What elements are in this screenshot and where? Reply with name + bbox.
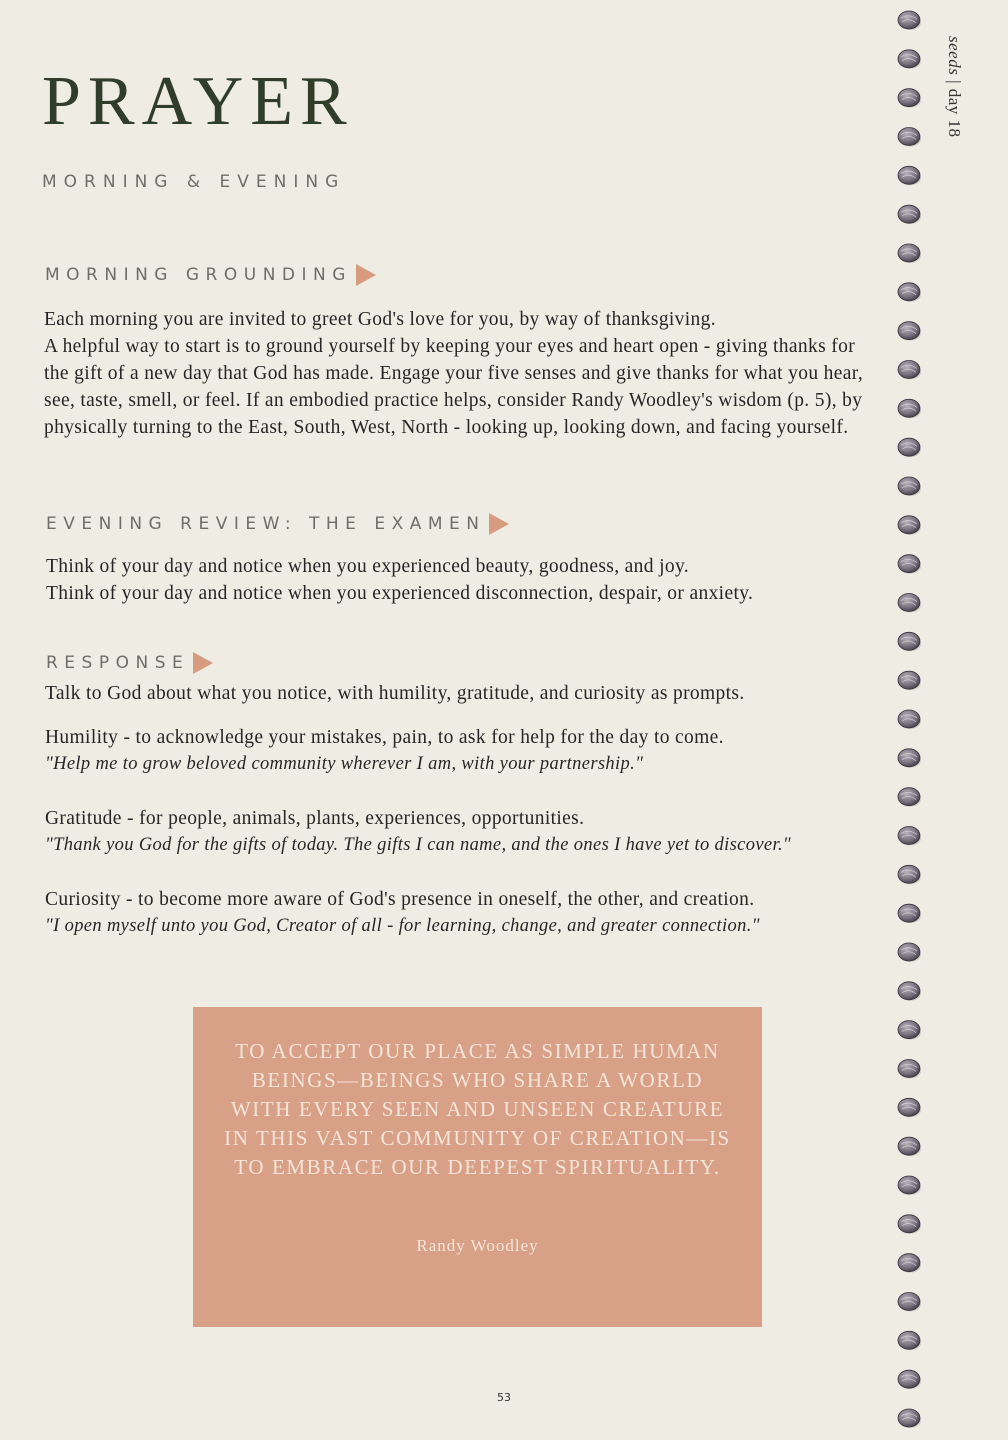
curiosity-text: Curiosity - to become more aware of God's presence in oneself, the other, and creation. xyxy=(45,889,755,910)
response-intro: Talk to God about what you notice, with humility, gratitude, and curiosity as prompts. xyxy=(45,683,745,704)
response-heading xyxy=(46,652,213,674)
humility-block xyxy=(45,724,885,778)
seed-icon xyxy=(898,1176,921,1195)
evening-paragraph-1: Think of your day and notice when you experienced beauty, goodness, and joy. xyxy=(46,556,690,577)
side-label-separator: | xyxy=(945,75,964,89)
morning-paragraph-1: Each morning you are invited to greet God's love for you, by way of thanksgiving. xyxy=(44,309,716,330)
triangle-arrow-icon xyxy=(356,264,376,286)
quote-box xyxy=(193,1007,762,1327)
morning-body xyxy=(44,306,884,441)
seed-icon xyxy=(898,477,921,496)
evening-heading-text: EVENING REVIEW: THE EXAMEN xyxy=(46,514,486,534)
gratitude-block xyxy=(45,805,885,859)
side-label-day: day 18 xyxy=(945,88,964,138)
seed-icon xyxy=(898,1098,921,1117)
side-label xyxy=(944,36,964,138)
seed-icon xyxy=(898,205,921,224)
quote-author: Randy Woodley xyxy=(416,1236,539,1255)
seed-icon xyxy=(898,1370,921,1389)
evening-paragraph-2: Think of your day and notice when you experienced disconnection, despair, or anxiety. xyxy=(46,583,754,604)
triangle-arrow-icon xyxy=(193,652,213,674)
seed-icon xyxy=(898,283,921,302)
seed-icon xyxy=(898,904,921,923)
seed-icon xyxy=(898,244,921,263)
seed-icon xyxy=(898,1331,921,1350)
seed-icon xyxy=(898,1060,921,1079)
morning-heading-text: MORNING GROUNDING xyxy=(45,265,352,285)
quote-text: TO ACCEPT OUR PLACE AS SIMPLE HUMAN BEINGS—BEINGS WHO SHARE A WORLD WITH EVERY SEEN AND UNSEEN CREATURE IN THIS VAST COMMUNITY OF CREATION—IS TO EMBRACE OUR DEEPEST SPIRITUALITY. xyxy=(224,1039,731,1179)
seed-icon xyxy=(898,516,921,535)
seed-icon xyxy=(898,1254,921,1273)
seed-icon xyxy=(898,128,921,147)
seed-icon xyxy=(898,943,921,962)
seed-icon xyxy=(898,982,921,1001)
seed-icon xyxy=(898,1409,921,1428)
seed-icon xyxy=(898,89,921,108)
seed-icon xyxy=(898,438,921,457)
seed-icon xyxy=(898,399,921,418)
evening-heading xyxy=(46,513,509,535)
seed-icon xyxy=(898,788,921,807)
side-label-series: seeds xyxy=(945,36,964,76)
seed-icon xyxy=(898,1021,921,1040)
seed-icon xyxy=(898,749,921,768)
seed-icon xyxy=(898,361,921,380)
page-subtitle: MORNING & EVENING xyxy=(42,172,346,192)
gratitude-text: Gratitude - for people, animals, plants, experiences, opportunities. xyxy=(45,808,585,829)
seed-icon xyxy=(898,710,921,729)
seed-icon xyxy=(898,1293,921,1312)
response-heading-text: RESPONSE xyxy=(46,653,190,673)
seed-icon xyxy=(898,632,921,651)
seed-border xyxy=(894,0,926,1440)
morning-paragraph-2: A helpful way to start is to ground yourself by keeping your eyes and heart open - giving thanks for the gift of a new day that God has made. Engage your five senses and give thanks for what you hear, see, taste, smell, or feel. If an embodied practice helps, consider Randy Woodley's wisdom (p. 5), by physically turning to the East, South, West, North - looking up, looking down, and facing yourself. xyxy=(44,336,864,438)
page-title: PRAYER xyxy=(42,63,354,140)
triangle-arrow-icon xyxy=(489,513,509,535)
seed-icon xyxy=(898,166,921,185)
seed-icon xyxy=(898,1215,921,1234)
humility-text: Humility - to acknowledge your mistakes, pain, to ask for help for the day to come. xyxy=(45,727,724,748)
seed-icon xyxy=(898,50,921,69)
seed-icon xyxy=(898,11,921,30)
seed-icon xyxy=(898,865,921,884)
morning-heading xyxy=(45,264,376,286)
seed-icon xyxy=(898,827,921,846)
evening-body xyxy=(46,553,886,607)
seed-icon xyxy=(898,1137,921,1156)
curiosity-prayer: "I open myself unto you God, Creator of all - for learning, change, and greater connection." xyxy=(45,916,760,936)
humility-prayer: "Help me to grow beloved community wherever I am, with your partnership." xyxy=(45,754,644,774)
gratitude-prayer: "Thank you God for the gifts of today. The gifts I can name, and the ones I have yet to discover." xyxy=(45,835,792,855)
seed-icon xyxy=(898,594,921,613)
curiosity-block xyxy=(45,886,885,940)
seed-icon xyxy=(898,555,921,574)
page-number: 53 xyxy=(497,1391,511,1404)
seed-icon xyxy=(898,322,921,341)
seed-icon xyxy=(898,671,921,690)
